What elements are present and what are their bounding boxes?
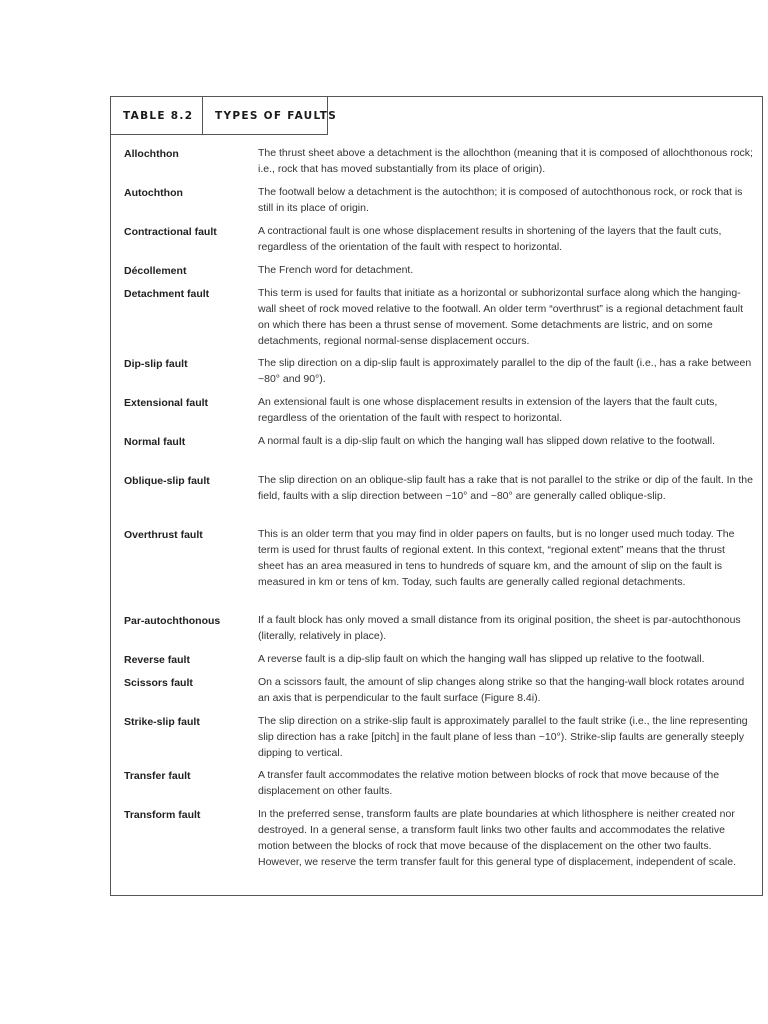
- definition: The thrust sheet above a detachment is the allochthon (meaning that it is composed of allochthonous rock; i.e., rock that has moved substantially from its place of origin).: [258, 147, 753, 175]
- table-number: TABLE 8.2: [111, 97, 203, 135]
- term: Reverse fault: [124, 654, 190, 666]
- table-header: [111, 97, 338, 135]
- term: Décollement: [124, 265, 187, 277]
- term: Normal fault: [124, 436, 186, 448]
- definition: A reverse fault is a dip-slip fault on which the hanging wall has slipped up relative to the footwall.: [258, 653, 705, 665]
- term: Strike-slip fault: [124, 716, 200, 728]
- term: Detachment fault: [124, 288, 210, 300]
- definition: An extensional fault is one whose displacement results in extension of the layers that the fault cuts, regardless of the orientation of the fault with respect to horizontal.: [258, 396, 718, 424]
- fault-types-table: [110, 96, 763, 896]
- table-title: TYPES OF FAULTS: [203, 97, 328, 135]
- definition: A contractional fault is one whose displacement results in shortening of the layers that the fault cuts, regardless of the orientation of the fault with respect to horizontal.: [258, 225, 722, 253]
- definition: A normal fault is a dip-slip fault on which the hanging wall has slipped down relative to the footwall.: [258, 435, 716, 447]
- term: Oblique-slip fault: [124, 475, 210, 487]
- definition: This term is used for faults that initiate as a horizontal or subhorizontal surface along which the hanging-wall sheet of rock moved relative to the footwall. An older term “overthrust” is a regional detachment fault on which there has been a thrust sense of movement. Some detachments are listric, and on some detachments, regional normal-sense displacement occurs.: [258, 287, 743, 347]
- term: Overthrust fault: [124, 529, 203, 541]
- term: Dip-slip fault: [124, 358, 188, 370]
- definition: In the preferred sense, transform faults are plate boundaries at which lithosphere is neither created nor destroyed. In a general sense, a transform fault links two other faults and accommodates the relative motion between the blocks of rock that move because of the displacement on the other two faults. However, we reserve the term transfer fault for this general type of displacement, independent of scale.: [258, 808, 737, 868]
- definition: If a fault block has only moved a small distance from its original position, the sheet is par-autochthonous (literally, relatively in place).: [258, 614, 741, 642]
- term: Allochthon: [124, 148, 179, 160]
- term: Extensional fault: [124, 397, 209, 409]
- definition: The slip direction on an oblique-slip fault has a rake that is not parallel to the strike or dip of the fault. In the field, faults with a slip direction between ~10° and ~80° are generally called oblique-slip.: [258, 474, 753, 502]
- definition: On a scissors fault, the amount of slip changes along strike so that the hanging-wall block rotates around an axis that is perpendicular to the fault surface (Figure 8.4i).: [258, 676, 745, 704]
- definition: The slip direction on a dip-slip fault is approximately parallel to the dip of the fault (i.e., has a rake between ~80° and 90°).: [258, 357, 752, 385]
- definition: A transfer fault accommodates the relative motion between blocks of rock that move because of the displacement on other faults.: [258, 769, 720, 797]
- term: Scissors fault: [124, 677, 193, 689]
- term: Autochthon: [124, 187, 183, 199]
- term: Transfer fault: [124, 770, 191, 782]
- definition: The French word for detachment.: [258, 264, 414, 276]
- definition: The slip direction on a strike-slip fault is approximately parallel to the fault strike (i.e., the line representing slip direction has a rake [pitch] in the fault plane of less than ~10°). Strike-slip faults are generally steeply dipping to vertical.: [258, 715, 748, 759]
- definition: This is an older term that you may find in older papers on faults, but is no longer used much today. The term is used for thrust faults of regional extent. In this context, “regional extent” means that the thrust sheet has an area measured in tens to hundreds of square km, and the amount of slip on the fault is measured in km or tens of km. Today, such faults are generally called regional detachments.: [258, 528, 735, 588]
- definition: The footwall below a detachment is the autochthon; it is composed of autochthonous rock, or rock that is still in its place of origin.: [258, 186, 743, 214]
- term: Par-autochthonous: [124, 615, 221, 627]
- term: Transform fault: [124, 809, 201, 821]
- term: Contractional fault: [124, 226, 217, 238]
